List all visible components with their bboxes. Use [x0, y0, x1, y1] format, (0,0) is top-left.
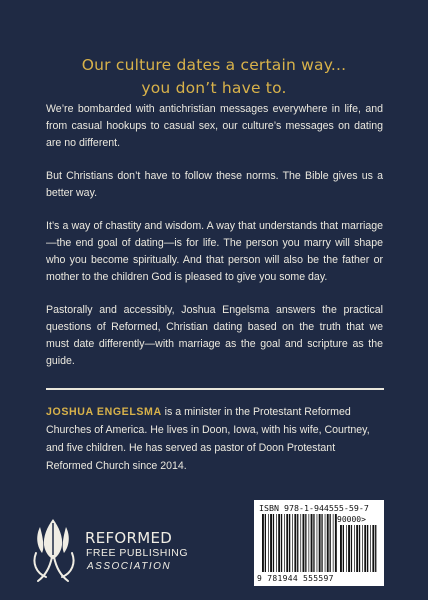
- paragraph-2: But Christians don’t have to follow these norms. The Bible gives us a better way.: [46, 170, 383, 199]
- publisher-logo: [26, 513, 196, 585]
- author-name: JOSHUA ENGELSMA: [46, 406, 162, 418]
- publisher-name-line-1: REFORMED: [85, 529, 173, 547]
- barcode-digits: 9 781944 555597: [257, 574, 334, 583]
- author-bio-text: is a minister in the Protestant Reformed Churches of America. He lives in Doon, Iowa, with his wife, Courtney, and five children. He has served as pastor of Doon Protestant Reformed Church since 2014.: [46, 406, 370, 472]
- divider: [46, 388, 384, 390]
- author-bio: [46, 403, 383, 475]
- publisher-name-line-3: ASSOCIATION: [87, 561, 172, 572]
- publisher-name-line-2: FREE PUBLISHING: [86, 547, 189, 559]
- back-cover-headline: [0, 54, 428, 100]
- description: [46, 101, 383, 386]
- isbn-barcode: [254, 500, 384, 586]
- headline-line-2: you don’t have to.: [141, 79, 287, 97]
- tulip-icon: [26, 513, 84, 585]
- paragraph-4: Pastorally and accessibly, Joshua Engelsma answers the practical questions of Reformed, Christian dating based on the truth that we must date differently—with marriage as the goal and scripture as the guide.: [46, 304, 383, 367]
- paragraph-3: It’s a way of chastity and wisdom. A way that understands that marriage—the end goal of dating—is for life. The person you marry will shape who you become spiritually. And that person will also be the father or mother to the children God is pleased to give you some day.: [46, 220, 383, 283]
- headline-line-1: Our culture dates a certain way...: [81, 56, 347, 74]
- isbn-text: ISBN 978-1-944555-59-7: [259, 503, 369, 513]
- price-addon-text: 90000>: [337, 515, 366, 524]
- paragraph-1: We’re bombarded with antichristian messages everywhere in life, and from casual hookups to casual sex, our culture’s messages on dating are no different.: [46, 103, 383, 149]
